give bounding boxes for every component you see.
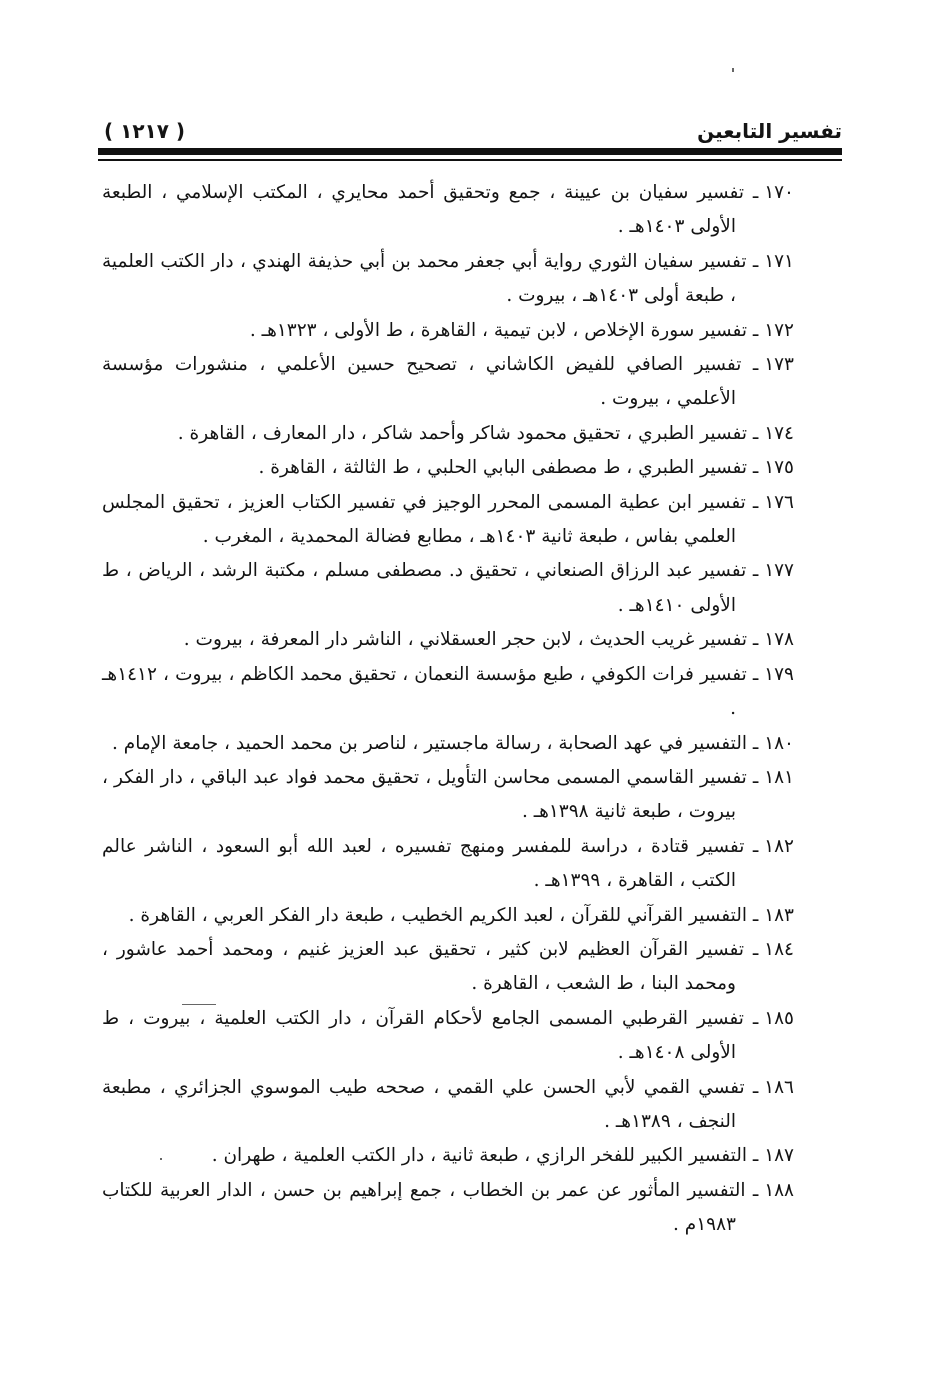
entry-number: ١٧٤ ـ (752, 422, 794, 444)
entry-text: تفسير الطبري ، تحقيق محمود شاكر وأحمد شاكر ، دار المعارف ، القاهرة . (177, 422, 747, 444)
bibliography-entry (102, 486, 794, 555)
bibliography-entry (102, 933, 794, 1002)
entry-number: ١٧٣ ـ (752, 354, 794, 376)
header-rule-thin (98, 159, 842, 161)
bibliography-entry (102, 761, 794, 830)
entry-text: تفسير ابن عطية المسمى المحرر الوجيز في تفسير الكتاب العزيز ، تحقيق المجلس العلمي بفاس ، طبعة ثانية ١٤٠٣هـ ، مطابع فضالة المحمدية ، المغرب . (102, 491, 746, 548)
bibliography-entry (102, 417, 794, 451)
entry-text: التفسير الكبير للفخر الرازي ، طبعة ثانية ، دار الكتب العلمية ، طهران . (211, 1145, 747, 1167)
scan-speck (182, 1004, 216, 1005)
entry-text: تفسير القاسمي المسمى محاسن التأويل ، تحقيق محمد فواد عبد الباقي ، دار الفكر ، بيروت ، طبعة ثانية ١٣٩٨هـ . (102, 766, 747, 823)
scan-speck (160, 1158, 162, 1160)
entry-number: ١٨٣ ـ (752, 904, 794, 926)
bibliography-entry (102, 1002, 794, 1071)
bibliography-entry (102, 451, 794, 485)
entry-text: تفسير القرآن العظيم لابن كثير ، تحقيق عبد العزيز غنيم ، ومحمد أحمد عاشور ، ومحمد البنا ، ط الشعب ، القاهرة . (102, 938, 744, 995)
bibliography-list (102, 176, 794, 1243)
header-rule-thick (98, 148, 842, 155)
entry-number: ١٧٩ ـ (752, 663, 794, 685)
entry-number: ١٨٢ ـ (752, 835, 794, 857)
running-title: تفسير التابعين (697, 119, 842, 143)
entry-text: تفسير فرات الكوفي ، طبع مؤسسة النعمان ، تحقيق محمد الكاظم ، بيروت ، ١٤١٢هـ . (102, 663, 747, 720)
entry-text: تفسير قتادة ، دراسة للمفسر ومنهج تفسيره ، لعبد الله أبو السعود ، الناشر عالم الكتب ، القاهرة ، ١٣٩٩هـ . (102, 835, 745, 892)
entry-number: ١٨١ ـ (752, 766, 794, 788)
bibliography-entry (102, 176, 794, 245)
entry-text: تفسير القرطبي المسمى الجامع لأحكام القرآن ، دار الكتب العلمية ، بيروت ، ط الأولى ١٤٠٨هـ . (102, 1007, 744, 1064)
entry-number: ١٧٠ ـ (752, 182, 794, 203)
entry-number: ١٨٠ ـ (752, 732, 794, 754)
entry-text: التفسير في عهد الصحابة ، رسالة ماجستير ، لناصر بن محمد الحميد ، جامعة الإمام . (111, 732, 747, 754)
bibliography-entry (102, 1139, 794, 1173)
entry-text: تفسير عبد الرزاق الصنعاني ، تحقيق د. مصطفى مسلم ، مكتبة الرشد ، الرياض ، ط الأولى ١٤١٠هـ . (102, 560, 747, 616)
entry-number: ١٧٥ ـ (752, 457, 794, 479)
entry-number: ١٧٢ ـ (752, 319, 794, 341)
entry-text: التفسير المأثور عن عمر بن الخطاب ، جمع إبراهيم بن حسن ، الدار العربية للكتاب ١٩٨٣م . (102, 1179, 746, 1236)
entry-text: التفسير القرآني للقرآن ، لعبد الكريم الخطيب ، طبعة دار الفكر العربي ، القاهرة . (128, 904, 747, 926)
entry-number: ١٨٨ ـ (752, 1179, 794, 1201)
entry-text: تفسير سفيان بن عيينة ، جمع وتحقيق أحمد محايري ، المكتب الإسلامي ، الطبعة الأولى ١٤٠٣هـ . (102, 182, 745, 238)
entry-text: تفسير سفيان الثوري رواية أبي جعفر محمد بن أبي حذيفة الهندي ، دار الكتب العلمية ، طبعة أولى ١٤٠٣هـ ، بيروت . (102, 250, 747, 307)
entry-text: تفسي القمي لأبي الحسن علي القمي ، صححه طيب الموسوي الجزائري ، مطبعة النجف ، ١٣٨٩هـ . (102, 1076, 745, 1132)
entry-number: ١٧٧ ـ (752, 560, 794, 582)
bibliography-entry (102, 899, 794, 933)
entry-number: ١٧٨ ـ (752, 629, 794, 651)
scan-speck (732, 68, 734, 72)
bibliography-entry (102, 348, 794, 417)
entry-number: ١٨٧ ـ (752, 1145, 794, 1167)
bibliography-entry (102, 245, 794, 314)
bibliography-entry (102, 727, 794, 761)
bibliography-entry (102, 314, 794, 348)
entry-number: ١٨٥ ـ (752, 1007, 794, 1029)
entry-number: ١٨٦ ـ (752, 1076, 794, 1098)
entry-text: تفسير غريب الحديث ، لابن حجر العسقلاني ، الناشر دار المعرفة ، بيروت . (183, 629, 747, 651)
bibliography-entry (102, 658, 794, 727)
page-number: ( ١٢١٧ ) (104, 119, 186, 143)
entry-text: تفسير سورة الإخلاص ، لابن تيمية ، القاهرة ، ط الأولى ، ١٣٢٣هـ . (249, 319, 747, 341)
page-header (98, 114, 842, 148)
bibliography-entry (102, 830, 794, 899)
entry-text: تفسير الصافي للفيض الكاشاني ، تصحيح حسين الأعلمي ، منشورات مؤسسة الأعلمي ، بيروت . (102, 354, 742, 410)
bibliography-entry (102, 1071, 794, 1140)
entry-number: ١٧٦ ـ (752, 491, 794, 513)
entry-number: ١٨٤ ـ (752, 938, 794, 960)
entry-number: ١٧١ ـ (752, 250, 794, 272)
bibliography-entry (102, 623, 794, 657)
bibliography-entry (102, 1174, 794, 1243)
entry-text: تفسير الطبري ، ط مصطفى البابي الحلبي ، ط الثالثة ، القاهرة . (258, 457, 747, 479)
bibliography-entry (102, 554, 794, 623)
